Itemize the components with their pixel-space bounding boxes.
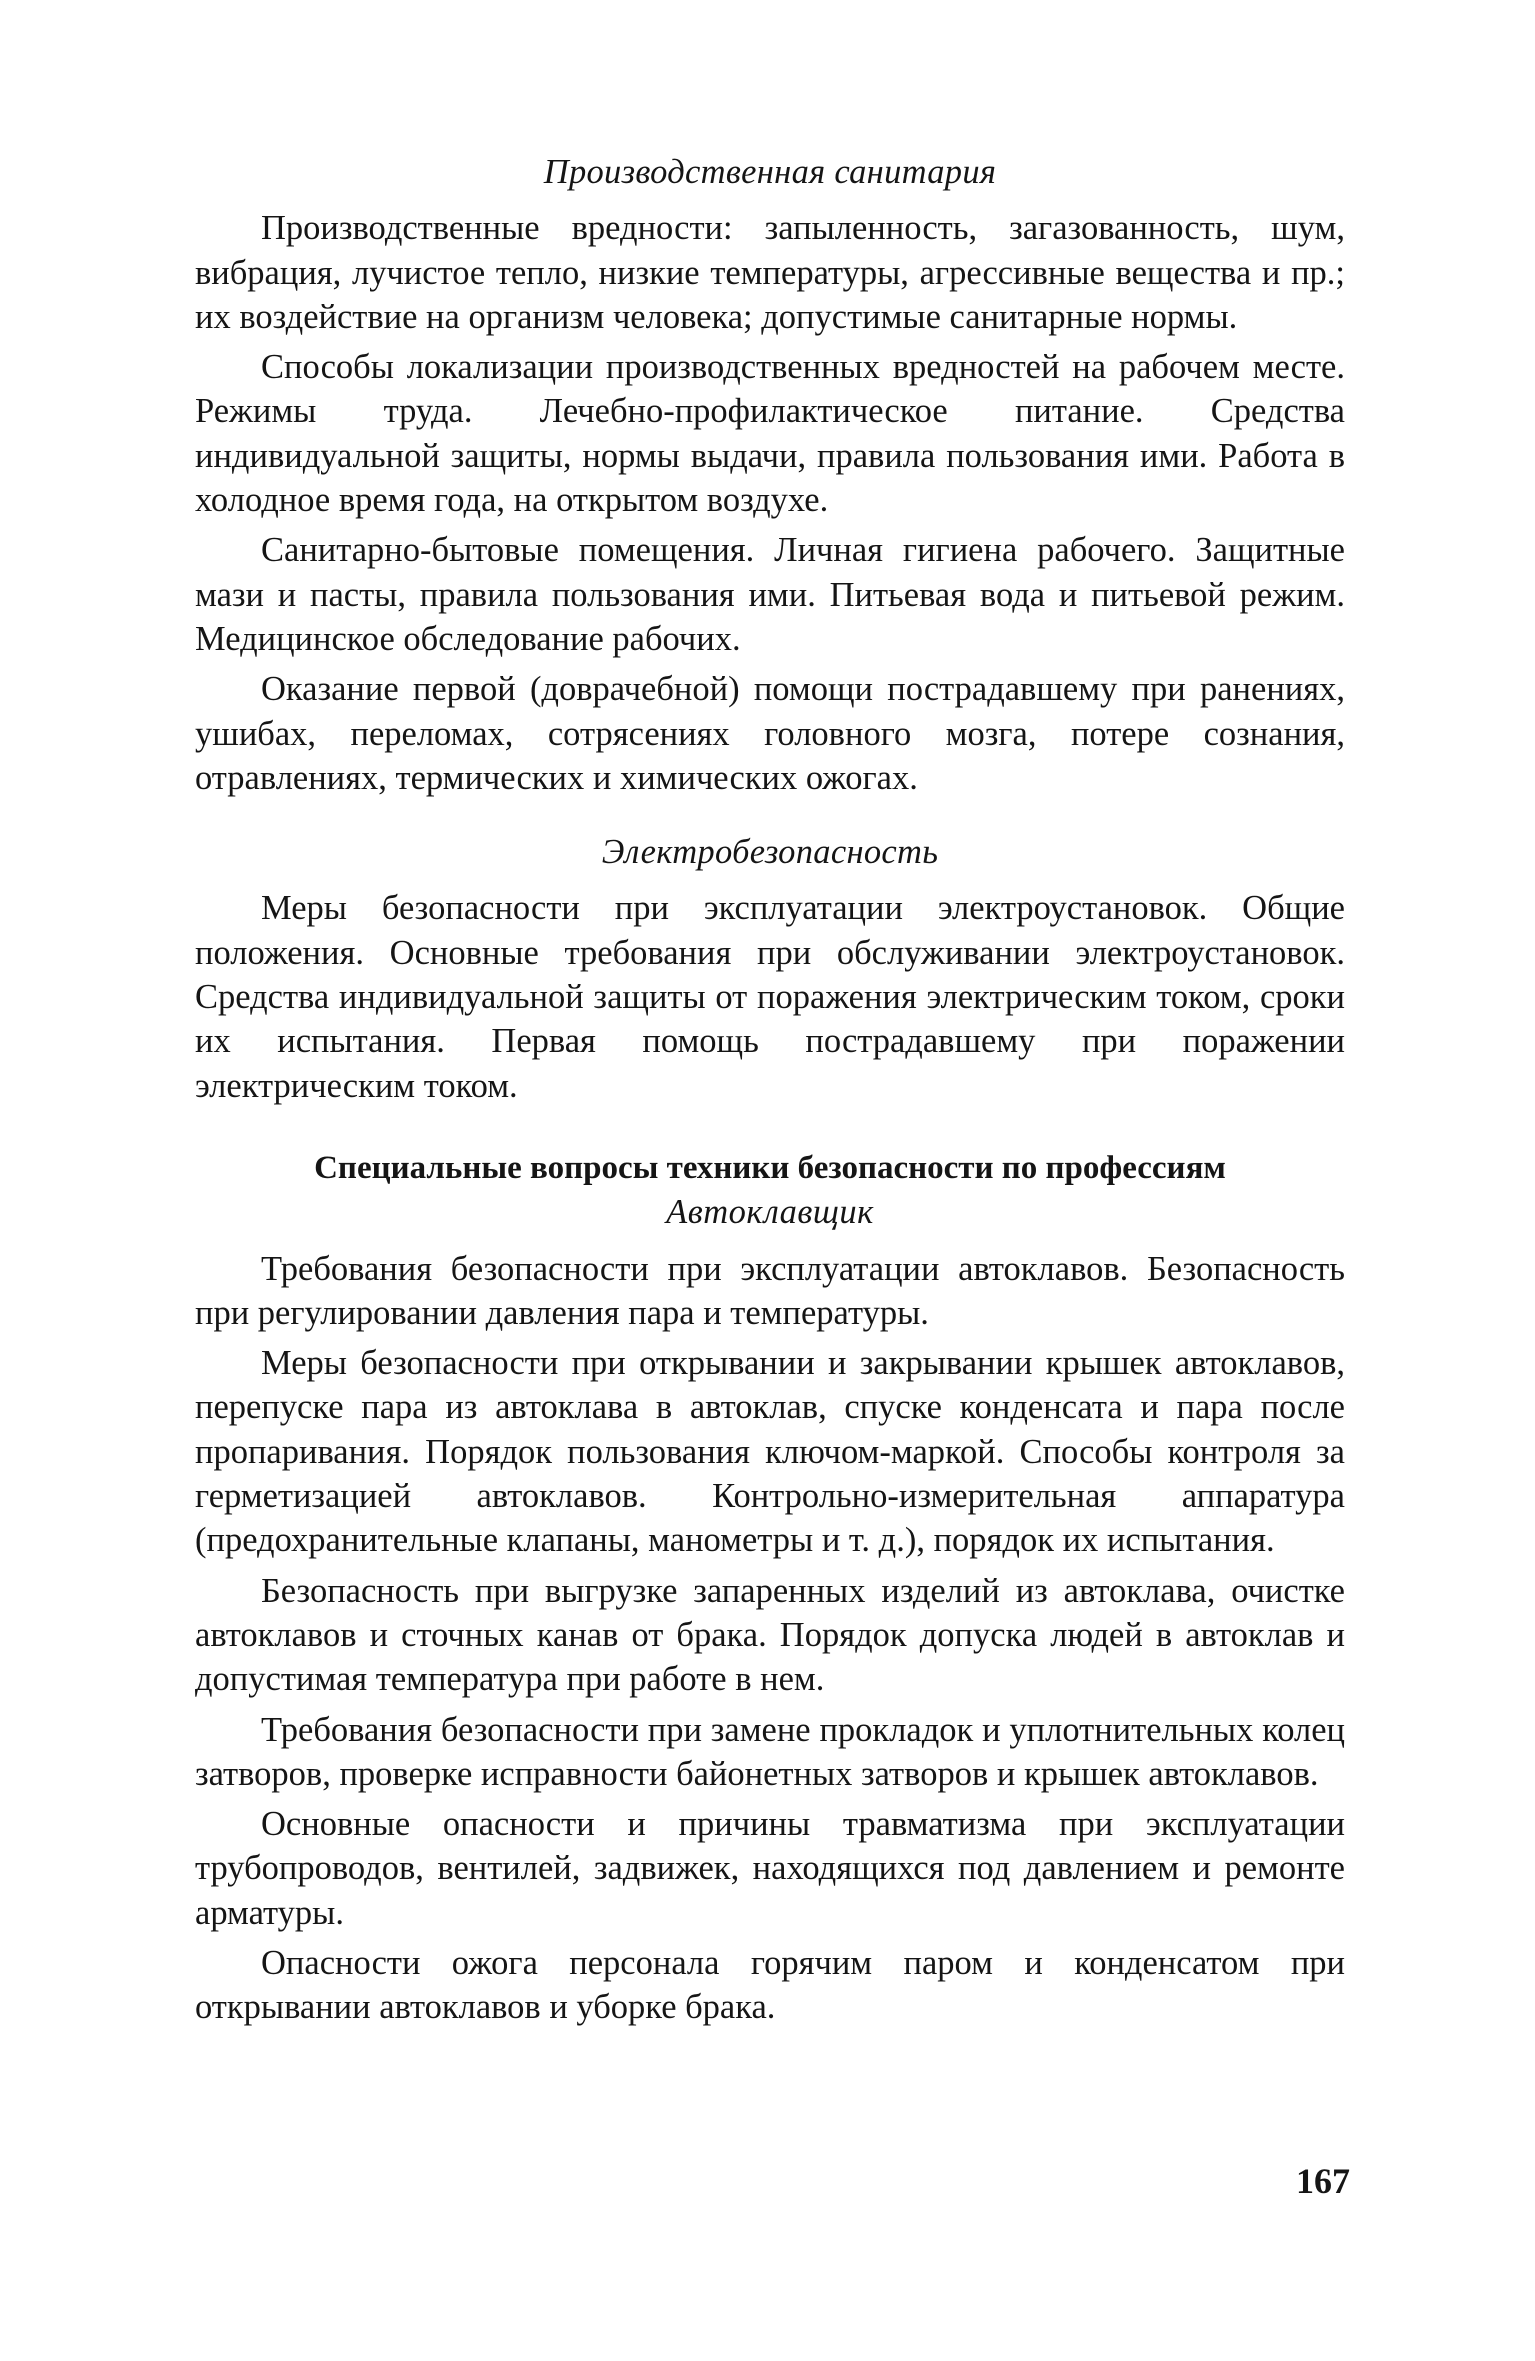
section-title-sanitation: Производственная санитария: [543, 153, 997, 191]
paragraph: Меры безопасности при эксплуатации электроустановок. Общие положения. Основные требования при обслуживании электроустановок. Средства индивидуальной защиты от поражения электрическим током, сроки их испытания. Первая помощь пострадавшему при поражении электрическим током.: [195, 889, 1345, 1105]
paragraph: Санитарно-бытовые помещения. Личная гигиена рабочего. Защитные мази и пасты, правила пользования ими. Питьевая вода и питьевой режим. Медицинское обследование рабочих.: [195, 531, 1345, 658]
paragraph: Производственные вредности: запыленность, загазованность, шум, вибрация, лучистое тепло, низкие температуры, агрессивные вещества и пр.; их воздействие на организм человека; допустимые санитарные нормы.: [195, 209, 1345, 336]
page-number: 167: [1296, 2161, 1350, 2201]
paragraph: Меры безопасности при открывании и закрывании крышек автоклавов, перепуске пара из автоклава в автоклав, спуске конденсата и пара после пропаривания. Порядок пользования ключом-маркой. Способы контроля за герметизацией автоклавов. Контрольно-измерительная аппаратура (предохранительные клапаны, манометры и т. д.), порядок их испытания.: [195, 1344, 1345, 1560]
paragraph: Опасности ожога персонала горячим паром и конденсатом при открывании автоклавов и уборке брака.: [195, 1943, 1345, 2027]
paragraph: Оказание первой (доврачебной) помощи пострадавшему при ранениях, ушибах, переломах, сотрясениях головного мозга, потере сознания, отравлениях, термических и химических ожогах.: [195, 670, 1345, 797]
paragraph: Основные опасности и причины травматизма при эксплуатации трубопроводов, вентилей, задвижек, находящихся под давлением и ремонте арматуры.: [195, 1805, 1345, 1932]
section-title-electrical-safety: Электробезопасность: [601, 833, 939, 872]
paragraph: Безопасность при выгрузке запаренных изделий из автоклава, очистке автоклавов и сточных канав от брака. Порядок допуска людей в автоклав и допустимая температура при работе в нем.: [195, 1571, 1345, 1699]
paragraph: Способы локализации производственных вредностей на рабочем месте. Режимы труда. Лечебно-профилактическое питание. Средства индивидуальной защиты, нормы выдачи, правила пользования ими. Работа в холодное время года, на открытом воздухе.: [195, 348, 1345, 520]
paragraph: Требования безопасности при замене прокладок и уплотнительных колец затворов, проверке исправности байонетных затворов и крышек автоклавов.: [195, 1710, 1345, 1793]
special-questions-heading: Специальные вопросы техники безопасности по профессиям: [314, 1149, 1226, 1186]
profession-subtitle: Автоклавщик: [666, 1193, 874, 1232]
paragraph: Требования безопасности при эксплуатации автоклавов. Безопасность при регулировании давления пара и температуры.: [195, 1249, 1345, 1332]
page-content: [195, 150, 1345, 2036]
